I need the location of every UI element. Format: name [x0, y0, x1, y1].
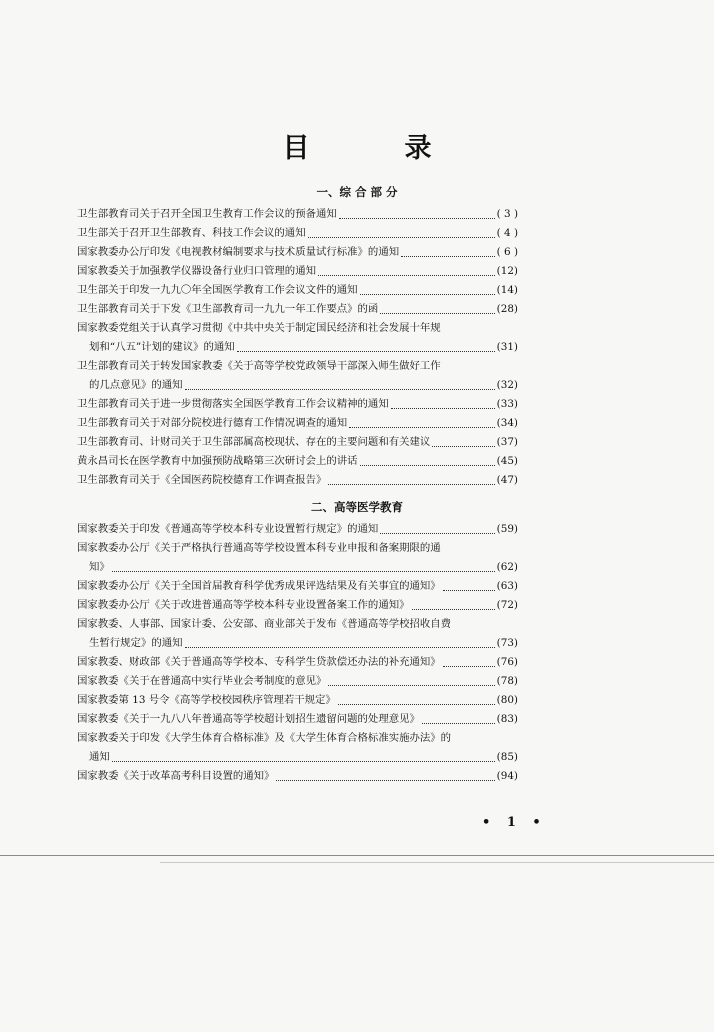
- toc-entry: [77, 395, 518, 414]
- toc-page-ref: (14): [496, 284, 518, 296]
- toc-page-ref: (76): [496, 656, 518, 668]
- toc-entry: [77, 539, 518, 577]
- toc-entry: [77, 520, 518, 539]
- toc-entry: [77, 433, 518, 452]
- dot-leader: [112, 571, 495, 572]
- dot-leader: [308, 237, 495, 238]
- toc-page-ref: (73): [496, 637, 518, 649]
- toc-entry: [77, 767, 518, 786]
- toc-entry-title: 国家教委关于印发《普通高等学校本科专业设置暂行规定》的通知: [77, 523, 379, 535]
- scan-edge-line: [0, 855, 714, 856]
- section-heading-general: 一、综 合 部 分: [316, 185, 398, 199]
- toc-page-ref: (78): [496, 675, 518, 687]
- dot-leader: [391, 408, 495, 409]
- toc-page-ref: (28): [496, 303, 518, 315]
- toc-page-ref: (80): [496, 694, 518, 706]
- toc-entry: [77, 615, 518, 653]
- dot-leader: [380, 313, 494, 314]
- toc-page-ref: (32): [496, 379, 518, 391]
- toc-entry: [77, 653, 518, 672]
- toc-page-ref: (45): [496, 455, 518, 467]
- dot-leader: [339, 218, 495, 219]
- toc-entry: [77, 729, 518, 767]
- toc-page-ref: (59): [496, 523, 518, 535]
- toc-page-ref: ( 6 ): [496, 246, 518, 258]
- toc-entry-title: 卫生部教育司关于对部分院校进行德育工作情况调查的通知: [77, 417, 348, 429]
- toc-page-ref: (63): [496, 580, 518, 592]
- toc-page-ref: (33): [496, 398, 518, 410]
- dot-leader: [276, 780, 494, 781]
- toc-entry-title: 生暂行规定》的通知: [89, 637, 183, 649]
- toc-entry-title: 国家教委《关于在普通高中实行毕业会考制度的意见》: [77, 675, 327, 687]
- toc-entry: [77, 300, 518, 319]
- toc-page-ref: (31): [496, 341, 518, 353]
- dot-leader: [328, 685, 494, 686]
- dot-leader: [349, 427, 495, 428]
- dot-leader: [112, 761, 495, 762]
- toc-entry-title: 国家教委办公厅《关于严格执行普通高等学校设置本科专业申报和备案期限的通: [77, 542, 441, 554]
- toc-entry: [77, 452, 518, 471]
- toc-entry-title: 卫生部关于召开卫生部教育、科技工作会议的通知: [77, 227, 306, 239]
- toc-page-ref: (85): [496, 751, 518, 763]
- toc-entry-title: 通知: [89, 751, 110, 763]
- dot-leader: [412, 609, 495, 610]
- toc-entry-title: 卫生部教育司关于《全国医药院校德育工作调查报告》: [77, 474, 327, 486]
- toc-entry: [77, 672, 518, 691]
- toc-entry-title: 卫生部教育司关于下发《卫生部教育司一九九一年工作要点》的函: [77, 303, 379, 315]
- dot-leader: [360, 465, 495, 466]
- toc-entry-title: 国家教委《关于改革高考科目设置的通知》: [77, 770, 275, 782]
- toc-entry-title: 国家教委、人事部、国家计委、公安部、商业部关于发布《普通高等学校招收自费: [77, 618, 452, 630]
- toc-entry: [77, 414, 518, 433]
- page-number: • 1 •: [482, 815, 547, 830]
- dot-leader: [401, 256, 495, 257]
- toc-entry: [77, 205, 518, 224]
- toc-entry-title: 卫生部教育司关于进一步贯彻落实全国医学教育工作会议精神的通知: [77, 398, 389, 410]
- toc-entry: [77, 281, 518, 300]
- toc-page-ref: (37): [496, 436, 518, 448]
- toc-entry-title: 国家教委办公厅印发《电视教材编制要求与技术质量试行标准》的通知: [77, 246, 400, 258]
- toc-entry-title: 卫生部关于印发一九九〇年全国医学教育工作会议文件的通知: [77, 284, 358, 296]
- dot-leader: [185, 389, 495, 390]
- toc-entry: [77, 471, 518, 490]
- toc-page-ref: (62): [496, 561, 518, 573]
- toc-entry: [77, 357, 518, 395]
- toc-page-ref: (34): [496, 417, 518, 429]
- toc-page-ref: (47): [496, 474, 518, 486]
- toc-list-general: [77, 205, 518, 490]
- toc-entry-title: 的几点意见》的通知: [89, 379, 183, 391]
- toc-entry: [77, 596, 518, 615]
- toc-entry: [77, 319, 518, 357]
- toc-entry-title: 黄永昌司长在医学教育中加强预防战略第三次研讨会上的讲话: [77, 455, 358, 467]
- dot-leader: [422, 723, 495, 724]
- toc-entry-title: 知》: [89, 561, 110, 573]
- toc-page-ref: (12): [496, 265, 518, 277]
- toc-entry: [77, 262, 518, 281]
- page-title: 目 录: [282, 133, 466, 164]
- toc-entry-title: 国家教委关于印发《大学生体育合格标准》及《大学生体育合格标准实施办法》的: [77, 732, 452, 744]
- dot-leader: [360, 294, 495, 295]
- toc-entry: [77, 710, 518, 729]
- dot-leader: [380, 533, 494, 534]
- dot-leader: [318, 275, 495, 276]
- toc-page-ref: ( 3 ): [496, 208, 518, 220]
- toc-entry-title: 卫生部教育司、计财司关于卫生部部属高校现状、存在的主要问题和有关建议: [77, 436, 431, 448]
- toc-entry-title: 国家教委党组关于认真学习贯彻《中共中央关于制定国民经济和社会发展十年规: [77, 322, 441, 334]
- toc-page-ref: ( 4 ): [496, 227, 518, 239]
- scan-edge-line-faint: [160, 862, 714, 863]
- toc-page-ref: (94): [496, 770, 518, 782]
- toc-page-ref: (83): [496, 713, 518, 725]
- toc-entry-title: 国家教委第 13 号令《高等学校校园秩序管理若干规定》: [77, 694, 336, 706]
- toc-entry: [77, 243, 518, 262]
- dot-leader: [432, 446, 494, 447]
- dot-leader: [443, 666, 495, 667]
- toc-entry-title: 卫生部教育司关于召开全国卫生教育工作会议的预备通知: [77, 208, 337, 220]
- toc-entry-title: 卫生部教育司关于转发国家教委《关于高等学校党政领导干部深入师生做好工作: [77, 360, 441, 372]
- toc-entry-title: 国家教委《关于一九八八年普通高等学校超计划招生遗留问题的处理意见》: [77, 713, 420, 725]
- toc-entry-title: 国家教委、财政部《关于普通高等学校本、专科学生贷款偿还办法的补充通知》: [77, 656, 441, 668]
- toc-entry-title: 划和“八五”计划的建议》的通知: [89, 341, 235, 353]
- section-heading-higher-medical-education: 二、高等医学教育: [311, 500, 403, 514]
- dot-leader: [237, 351, 495, 352]
- dot-leader: [185, 647, 495, 648]
- toc-entry: [77, 691, 518, 710]
- dot-leader: [328, 484, 494, 485]
- toc-entry-title: 国家教委办公厅《关于全国首届教育科学优秀成果评选结果及有关事宜的通知》: [77, 580, 441, 592]
- toc-entry-title: 国家教委关于加强教学仪器设备行业归口管理的通知: [77, 265, 316, 277]
- toc-page-ref: (72): [496, 599, 518, 611]
- toc-entry-title: 国家教委办公厅《关于改进普通高等学校本科专业设置备案工作的通知》: [77, 599, 410, 611]
- dot-leader: [338, 704, 495, 705]
- dot-leader: [443, 590, 495, 591]
- toc-entry: [77, 577, 518, 596]
- toc-list-higher-medical-education: [77, 520, 518, 786]
- toc-entry: [77, 224, 518, 243]
